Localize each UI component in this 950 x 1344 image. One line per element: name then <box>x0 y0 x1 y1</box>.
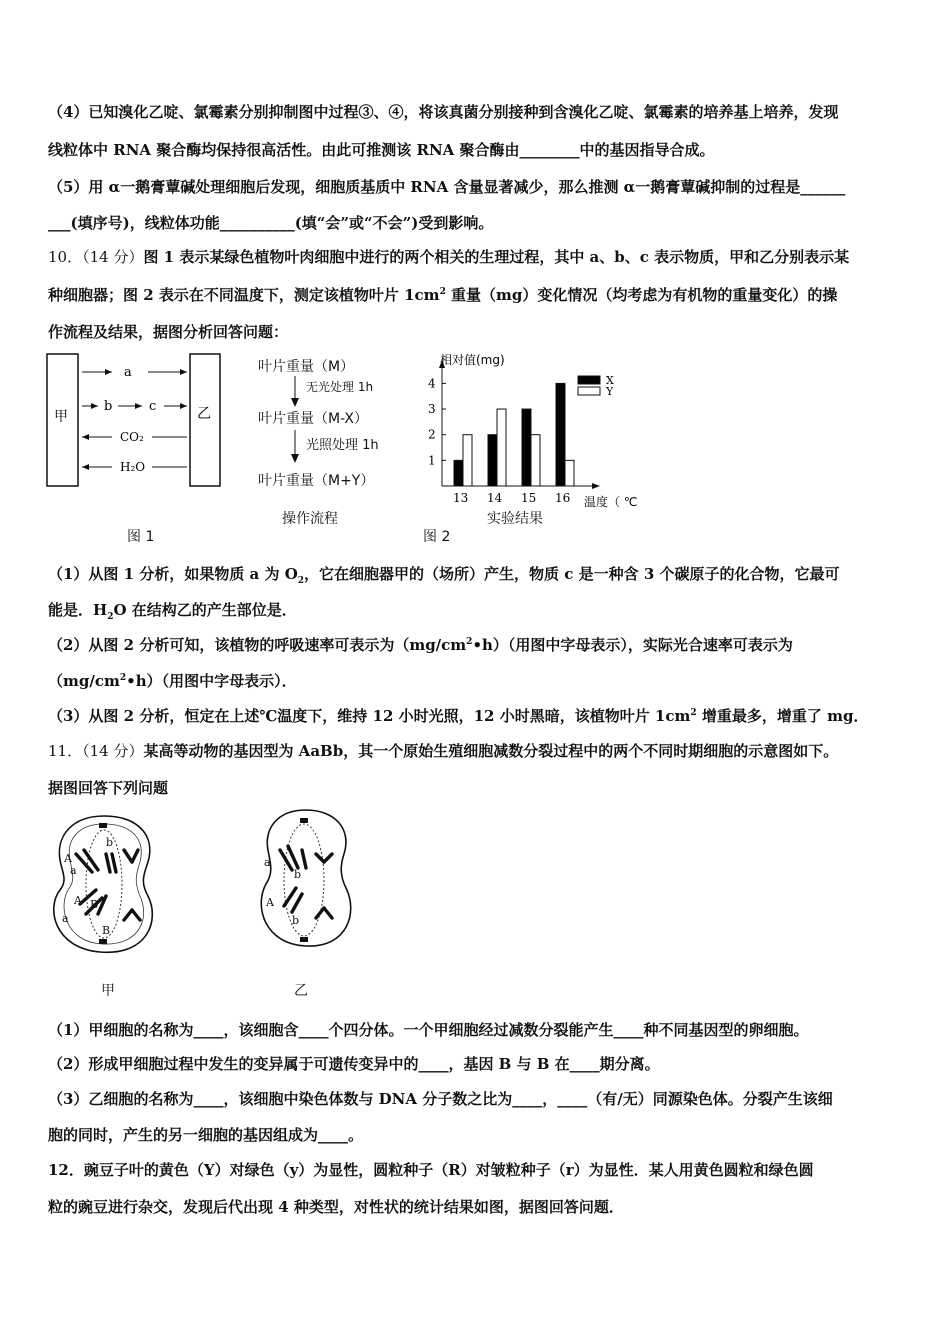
substance-a-label: a <box>124 365 132 380</box>
q11-part3-line2: 胞的同时，产生的另一细胞的基因组成为____。 <box>48 1126 364 1144</box>
chart-x-label: 温度（ ℃ <box>584 495 638 509</box>
cell-jia-label: 甲 <box>101 983 115 999</box>
q11-number: 11．（14 分） <box>48 742 144 760</box>
figure-1-caption: 图 1 <box>127 529 155 545</box>
yi-gene-b-top: b <box>294 868 302 881</box>
q9-part4-line1: （4）已知溴化乙啶、氯霉素分别抑制图中过程③、④，将该真菌分别接种到含溴化乙啶、氯霉素的培养基上培养，发现 <box>48 103 839 121</box>
q9-part4-line2: 线粒体中 RNA 聚合酶均保持很高活性。由此可推测该 RNA 聚合酶由________中的基因指导合成。 <box>48 141 715 159</box>
chart-y-tick-label: 3 <box>428 402 436 417</box>
centriole-yi-top <box>300 818 308 823</box>
chart-x-tick-label: 16 <box>555 491 571 505</box>
centriole-yi-bottom <box>300 937 308 942</box>
q10-intro-line2: 种细胞器；图 2 表示在不同温度下，测定该植物叶片 $1cm^2$ 重量（mg）变化情况（均考虑为有机物的重量变化）的操 <box>48 286 838 304</box>
cell-jia-diagram <box>44 810 164 960</box>
figure-2-caption: 图 2 <box>423 529 451 545</box>
substance-b-label: b <box>104 399 113 414</box>
q9-part5-line1: （5）用 α一鹅膏蕈碱处理细胞后发现，细胞质基质中 RNA 含量显著减少，那么推测 α一鹅膏蕈碱抑制的过程是______ <box>48 178 846 196</box>
q11-part3-line1: （3）乙细胞的名称为____，该细胞中染色体数与 DNA 分子数之比为____，____（有/无）同源染色体。分裂产生该细 <box>48 1090 833 1108</box>
q10-part3-line1: （3）从图 2 分析，恒定在上述℃温度下，维持 12 小时光照，12 小时黑暗，该植物叶片 $1cm^2$ 增重最多，增重了 mg． <box>48 707 869 725</box>
yi-gene-A: A <box>266 896 274 909</box>
q11-intro-line2: 据图回答下列问题 <box>48 779 169 797</box>
gene-A-top: A <box>64 852 72 865</box>
gene-B-lower: B <box>102 924 111 937</box>
gene-B-bottom: B <box>90 898 99 911</box>
q11-intro-line1: 11．（14 分）某高等动物的基因型为 AaBb，其一个原始生殖细胞减数分裂过程中的两个不同时期细胞的示意图如下。 <box>48 742 839 760</box>
chart-x-tick-label: 15 <box>521 491 537 505</box>
q10-part2-line1: （2）从图 2 分析可知，该植物的呼吸速率可表示为$(mg/cm^2•h)$（用图中字母表示），实际光合速率可表示为 <box>48 636 793 654</box>
chart-legend-swatch-Y <box>578 387 600 395</box>
yi-gene-a: a <box>264 856 271 869</box>
organelle-jia-label: 甲 <box>54 409 68 425</box>
organelle-yi-label: 乙 <box>197 406 211 422</box>
gene-A-bottom: A <box>74 894 82 907</box>
figure-1-diagram <box>44 348 224 493</box>
h2o-label: H₂O <box>120 460 146 474</box>
chart-y-tick-label: 2 <box>428 427 436 442</box>
q10-part2-line2: $(mg/cm^2•h)$（用图中字母表示）． <box>48 672 297 690</box>
q10-part1-line1: （1）从图 1 分析，如果物质 a 为 $O_2$，它在细胞器甲的（场所）产生，物质 c 是一种含 3 个碳原子的化合物，它最可 <box>48 565 840 586</box>
q12-intro-line2: 粒的豌豆进行杂交，发现后代出现 4 种类型，对性状的统计结果如图，据图回答问题． <box>48 1198 624 1216</box>
chart-legend-swatch-X <box>578 376 600 384</box>
chart-y-label: 相对值(mg) <box>440 353 505 367</box>
centriole-top <box>99 823 107 828</box>
gene-a-bottom: a <box>62 912 69 925</box>
q9-part5-line2: ___(填序号)，线粒体功能__________(填“会”或“不会”)受到影响。 <box>48 214 494 232</box>
chart-y-tick-label: 1 <box>428 453 436 468</box>
co2-label: CO₂ <box>120 430 144 444</box>
chart-bar-X-14 <box>488 435 497 486</box>
q12-intro-line1: 12．豌豆子叶的黄色（Y）对绿色（y）为显性，圆粒种子（R）对皱粒种子（r）为显性．某人用黄色圆粒和绿色圆 <box>48 1161 814 1179</box>
q11-part2: （2）形成甲细胞过程中发生的变异属于可遗传变异中的____，基因 B 与 B 在____期分离。 <box>48 1055 660 1073</box>
chart-y-tick-label: 4 <box>428 376 436 391</box>
chart-bar-Y-16 <box>565 460 574 486</box>
chart-legend-label-X: X <box>606 374 614 387</box>
q11-part1: （1）甲细胞的名称为____，该细胞含____个四分体。一个甲细胞经过减数分裂能产生____种不同基因型的卵细胞。 <box>48 1021 809 1039</box>
chart-result-caption: 实验结果 <box>487 511 543 527</box>
chart-bar-Y-13 <box>463 435 472 486</box>
substance-c-label: c <box>149 399 157 414</box>
gene-b-top: b <box>106 836 114 849</box>
flow-weight-m-x: 叶片重量（M-X） <box>258 411 369 427</box>
flow-weight-m: 叶片重量（M） <box>258 359 355 375</box>
flow-caption: 操作流程 <box>282 511 338 527</box>
q10-intro-line3: 作流程及结果，据图分析回答问题： <box>48 323 289 341</box>
chart-legend-label-Y: Y <box>606 385 614 398</box>
flow-weight-m-y: 叶片重量（M+Y） <box>258 473 375 489</box>
chart-x-tick-label: 14 <box>487 491 503 505</box>
flow-light-treatment: 光照处理 1h <box>306 438 379 453</box>
figure-2-bar-chart <box>416 350 666 520</box>
centriole-bottom <box>99 939 107 944</box>
q10-intro-line1: 10．（14 分）图 1 表示某绿色植物叶肉细胞中进行的两个相关的生理过程，其中 a、b、c 表示物质，甲和乙分别表示某 <box>48 248 850 266</box>
chart-x-tick-label: 13 <box>453 491 469 505</box>
q10-number: 10．（14 分） <box>48 248 144 266</box>
flow-arrow-1 <box>290 376 300 408</box>
chart-bar-X-16 <box>556 383 565 486</box>
cell-yi-diagram <box>250 806 360 956</box>
cell-yi-membrane <box>261 810 350 946</box>
chart-bar-X-15 <box>522 409 531 486</box>
chart-bar-X-13 <box>454 460 463 486</box>
chart-bar-Y-14 <box>497 409 506 486</box>
cell-yi-label: 乙 <box>294 983 308 999</box>
chart-x-axis-arrow <box>592 483 600 489</box>
chart-bar-Y-15 <box>531 435 540 486</box>
yi-gene-b-bottom: b <box>292 914 300 927</box>
gene-a-top: a <box>70 864 77 877</box>
flow-dark-treatment: 无光处理 1h <box>306 380 374 394</box>
q10-part1-line2: 能是．$H_2O$ 在结构乙的产生部位是． <box>48 601 297 622</box>
flow-arrow-2 <box>290 430 300 464</box>
